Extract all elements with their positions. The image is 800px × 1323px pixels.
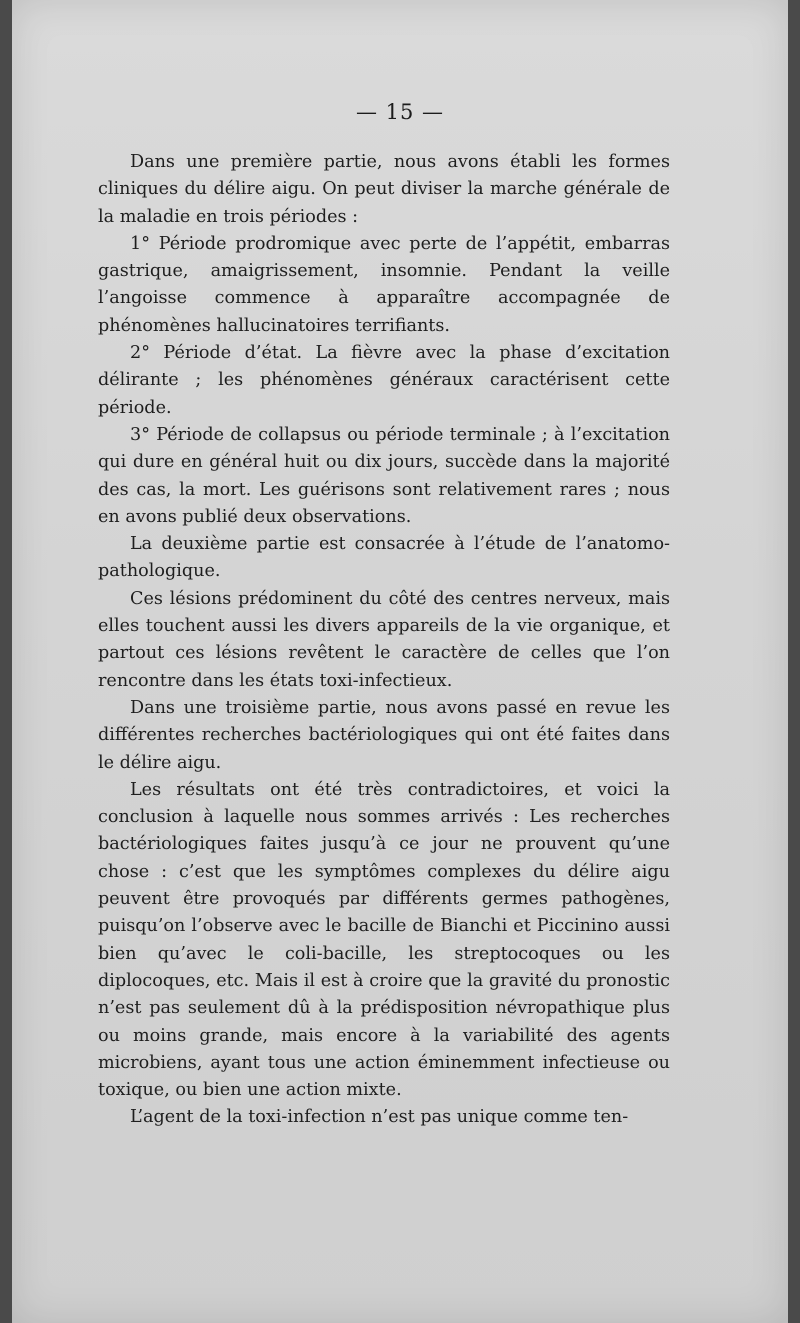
paragraph-lesions: Ces lésions prédominent du côté des centres nerveux, mais elles touchent aussi les divers appareils de la vie organique, et partout ces lésions revêtent le caractère de celles que l’on rencontre dans les états toxi-infectieux. bbox=[98, 588, 670, 691]
paragraph-period-2: 2° Période d’état. La fièvre avec la phase d’excitation délirante ; les phénomènes généraux caractérisent cette période. bbox=[98, 343, 670, 418]
book-page bbox=[12, 0, 788, 1323]
paragraph-period-3: 3° Période de collapsus ou période terminale ; à l’excitation qui dure en général huit ou dix jours, succède dans la majorité des cas, la mort. Les guérisons sont relativement rares ; nous en avons publié deux observations. bbox=[98, 424, 670, 527]
paragraph-third-part: Dans une troisième partie, nous avons passé en revue les différentes recherches bactériologiques qui ont été faites dans le délire aigu. bbox=[98, 697, 670, 773]
page-text bbox=[98, 149, 670, 1132]
paragraph-second-part: La deuxième partie est consacrée à l’étude de l’anatomo-pathologique. bbox=[98, 534, 670, 582]
paragraph-results: Les résultats ont été très contradictoires, et voici la conclusion à laquelle nous sommes arrivés : Les recherches bactériologiques faites jusqu’à ce jour ne prouvent qu’une chose : c’est que les symptômes complexes du délire aigu peuvent être provoqués par différents germes pathogènes, puisqu’on l’observe avec le bacille de Bianchi et Piccinino aussi bien qu’avec le coli-bacille, les streptocoques ou les diplocoques, etc. Mais il est à croire que la gravité du pronostic n’est pas seulement dû à la prédisposition névropathique plus ou moins grande, mais encore à la variabilité des agents microbiens, ayant tous une action éminemment infectieuse ou toxique, ou bien une action mixte. bbox=[98, 779, 670, 1101]
paragraph-agent: L’agent de la toxi-infection n’est pas unique comme ten- bbox=[130, 1107, 629, 1128]
page-number: — 15 — bbox=[355, 100, 445, 124]
paragraph-intro: Dans une première partie, nous avons établi les formes cliniques du délire aigu. On peut diviser la marche générale de la maladie en trois périodes : bbox=[98, 152, 670, 227]
paragraph-period-1: 1° Période prodromique avec perte de l’appétit, embarras gastrique, amaigrissement, insomnie. Pendant la veille l’angoisse commence à apparaître accompagnée de phénomènes hallucinatoires terrifiants. bbox=[98, 233, 670, 336]
